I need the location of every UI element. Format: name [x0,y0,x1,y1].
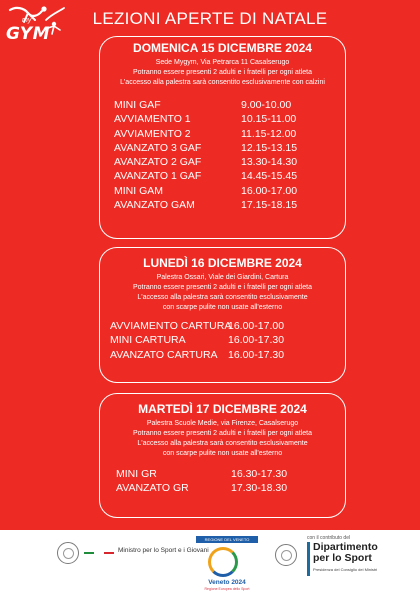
card-info [100,273,345,313]
class-name: AVVIAMENTO 1 [114,113,191,126]
schedule-row [100,184,345,198]
card-date: LUNEDÌ 16 DICEMBRE 2024 [143,256,302,270]
italian-flag-stripe [84,552,114,554]
class-name: MINI GAF [114,99,161,111]
page-title: LEZIONI APERTE DI NATALE [92,9,328,28]
class-time: 14.45-15.45 [241,170,298,183]
class-time: 16.00-17.30 [228,334,285,347]
card-date: MARTEDÌ 17 DICEMBRE 2024 [138,402,307,416]
schedule-row [100,467,345,481]
veneto-swirl-icon [208,547,238,577]
schedule-card-monday [99,247,346,383]
card-info [100,419,345,459]
schedule-row [100,319,345,333]
info-line: L'accesso alla palestra sarà consentito esclusivamente [137,294,308,301]
logo-gym-text: GYM [6,24,50,44]
info-line: L'accesso alla palestra sarà consentito esclusivamente [137,440,308,447]
card-info [100,58,345,88]
class-name: MINI GAM [114,184,163,197]
class-time: 10.15-11.00 [241,113,297,126]
schedule-row [100,481,345,495]
class-time: 16.00-17.30 [228,348,285,361]
class-time: 13.30-14.30 [241,156,298,169]
schedule-row [100,198,345,212]
logo-my-text: my [22,17,32,24]
info-line: con scarpe pulite non usate all'esterno [162,450,283,457]
class-name: AVVIAMENTO CARTURA [110,320,232,332]
schedule-row [100,98,345,112]
schedule-row [100,348,345,362]
class-time: 17.15-18.15 [241,199,298,212]
class-time: 11.15-12.00 [241,127,297,140]
veneto-2024-logo [196,536,258,592]
info-line: Potranno essere presenti 2 adulti e i fratelli per ogni atleta [133,284,312,291]
dipartimento-line1: Dipartimento [313,541,378,553]
class-name: MINI CARTURA [110,334,186,347]
class-name: AVVIAMENTO 2 [114,127,191,140]
class-name: AVANZATO 1 GAF [114,170,202,183]
dipartimento-bar [307,542,310,576]
schedule-card-sunday [99,36,346,239]
info-line: con scarpe pulite non usate all'esterno [162,304,283,311]
venue-line: Palestra Ossari, Viale dei Giardini, Cartura [156,274,289,281]
italian-republic-emblem-icon [57,542,79,564]
class-time: 16.00-17.00 [228,320,285,332]
venue-line: Palestra Scuole Medie, via Firenze, Casalserugo [146,420,299,427]
veneto-sub-label: Regione Europea dello Sport [204,587,250,591]
class-name: AVANZATO 2 GAF [114,156,202,169]
contributo-label: con il contributo del [307,535,351,541]
italian-republic-emblem-icon [275,544,297,566]
class-name: MINI GR [116,468,157,480]
schedule-row [100,112,345,126]
regione-veneto-label: REGIONE DEL VENETO [196,536,258,543]
info-line: Potranno essere presenti 2 adulti e i fratelli per ogni atleta [133,430,312,437]
info-line: L'accesso alla palestra sarà consentito esclusivamente con calzini [120,79,325,86]
ministero-label: Ministro per lo Sport e i Giovani [118,547,209,554]
class-name: AVANZATO CARTURA [110,348,218,361]
class-name: AVANZATO 3 GAF [114,141,202,154]
class-name: AVANZATO GR [116,482,189,495]
class-time: 16.30-17.30 [231,468,288,480]
schedule-row [100,333,345,347]
card-date: DOMENICA 15 DICEMBRE 2024 [133,41,312,55]
venue-line: Sede Mygym, Via Petrarca 11 Casalserugo [155,59,290,66]
dipartimento-line2: per lo Sport [313,552,372,564]
dipartimento-logo-text [313,542,378,564]
schedule-card-tuesday [99,393,346,518]
veneto-2024-label: Veneto 2024 [208,579,246,586]
presidenza-label: Presidenza del Consiglio dei Ministri [313,567,378,572]
class-time: 17.30-18.30 [231,482,288,495]
class-time: 9.00-10.00 [241,99,292,111]
class-time: 16.00-17.00 [241,184,298,197]
info-line: Potranno essere presenti 2 adulti e i fratelli per ogni atleta [133,69,312,76]
schedule-row [100,155,345,169]
schedule-row [100,127,345,141]
schedule-row [100,141,345,155]
class-time: 12.15-13.15 [241,141,298,154]
schedule-row [100,169,345,183]
class-name: AVANZATO GAM [114,199,195,212]
